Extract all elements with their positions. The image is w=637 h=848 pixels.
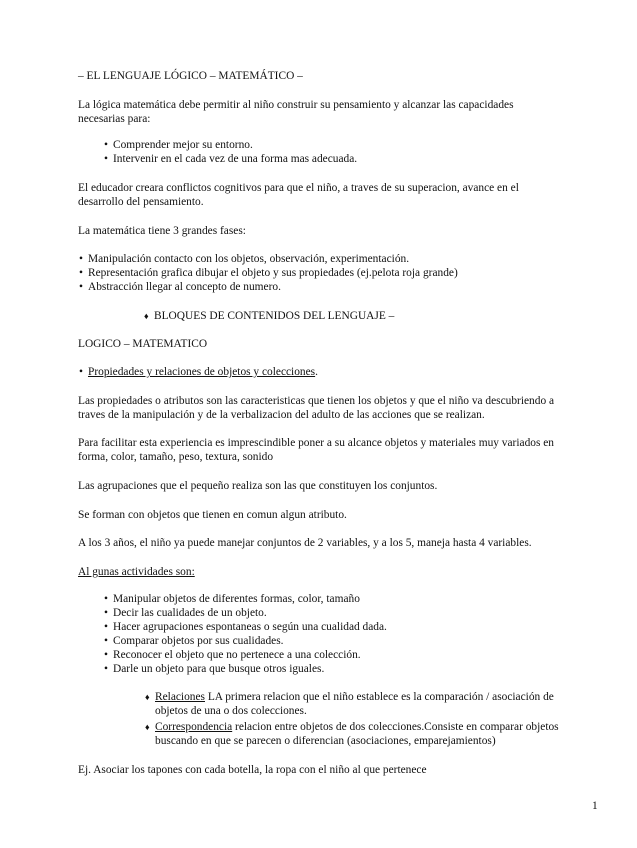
- list-item: • Comprender mejor su entorno.: [113, 138, 253, 152]
- educador-paragraph: El educador creara conflictos cognitivos para que el niño, a traves de su superacion, avance en el desarrollo del pensamiento.: [78, 182, 519, 208]
- list-item: • Hacer agrupaciones espontaneas o según una cualidad dada.: [113, 620, 387, 634]
- list-item: • Intervenir en el cada vez de una forma mas adecuada.: [113, 152, 357, 166]
- list-item: • Darle un objeto para que busque otros iguales.: [113, 662, 324, 676]
- agrupaciones-paragraph: Las agrupaciones que el pequeño realiza son las que constituyen los conjuntos.: [78, 480, 438, 492]
- intro-paragraph: La lógica matemática debe permitir al niño construir su pensamiento y alcanzar las capacidades necesarias para:: [78, 99, 514, 125]
- actividades-heading: Al gunas actividades son:: [78, 566, 195, 578]
- list-item: • Abstracción llegar al concepto de numero.: [88, 280, 281, 294]
- logico-heading: LOGICO – MATEMATICO: [78, 338, 208, 350]
- correspondencia-label: Correspondencia: [155, 721, 233, 733]
- list-item: • Representación grafica dibujar el objeto y sus propiedades (ej.pelota roja grande): [88, 266, 458, 280]
- fases-intro: La matemática tiene 3 grandes fases:: [78, 225, 246, 237]
- correspondencia-item: [155, 720, 559, 734]
- list-item: • Manipulación contacto con los objetos, observación, experimentación.: [88, 252, 409, 266]
- facilitar-paragraph: Para facilitar esta experiencia es imprescindible poner a su alcance objetos y materiales muy variados en forma, color, tamaño, peso, textura, sonido: [78, 437, 554, 463]
- relaciones-text: LA primera relacion que el niño establece es la comparación / asociación de: [204, 691, 554, 703]
- correspondencia-continuation: buscando en que se parecen o diferencian (asociaciones, emparejamientos): [155, 735, 496, 747]
- ejemplo-paragraph: Ej. Asociar los tapones con cada botella, la ropa con el niño al que pertenece: [78, 764, 427, 776]
- relaciones-continuation: objetos de una o dos colecciones.: [155, 705, 307, 717]
- list-item: • Reconocer el objeto que no pertenece a una colección.: [113, 648, 361, 662]
- relaciones-label: Relaciones: [155, 691, 205, 703]
- propiedades-heading: • Propiedades y relaciones de objetos y colecciones.: [88, 365, 318, 379]
- list-item: • Decir las cualidades de un objeto.: [113, 606, 267, 620]
- page-number: 1: [592, 800, 598, 812]
- propiedades-heading-text: Propiedades y relaciones de objetos y colecciones: [88, 366, 316, 378]
- forman-paragraph: Se forman con objetos que tienen en comun algun atributo.: [78, 509, 347, 521]
- edad-paragraph: A los 3 años, el niño ya puede manejar conjuntos de 2 variables, y a los 5, maneja hasta 4 variables.: [78, 537, 532, 549]
- list-item: • Manipular objetos de diferentes formas, color, tamaño: [113, 592, 360, 606]
- list-item: • Comparar objetos por sus cualidades.: [113, 634, 284, 648]
- correspondencia-text: relacion entre objetos de dos colecciones.Consiste en comparar objetos: [232, 721, 559, 733]
- bloques-heading: ♦ BLOQUES DE CONTENIDOS DEL LENGUAJE –: [154, 309, 394, 323]
- relaciones-item: [155, 690, 554, 704]
- propiedades-paragraph: Las propiedades o atributos son las caracteristicas que tienen los objetos y que el niño va descubriendo a traves de la manipulación y de la verbalizacion del adulto de las acciones que se realizan.: [78, 395, 555, 421]
- page-title: – EL LENGUAJE LÓGICO – MATEMÁTICO –: [78, 70, 303, 82]
